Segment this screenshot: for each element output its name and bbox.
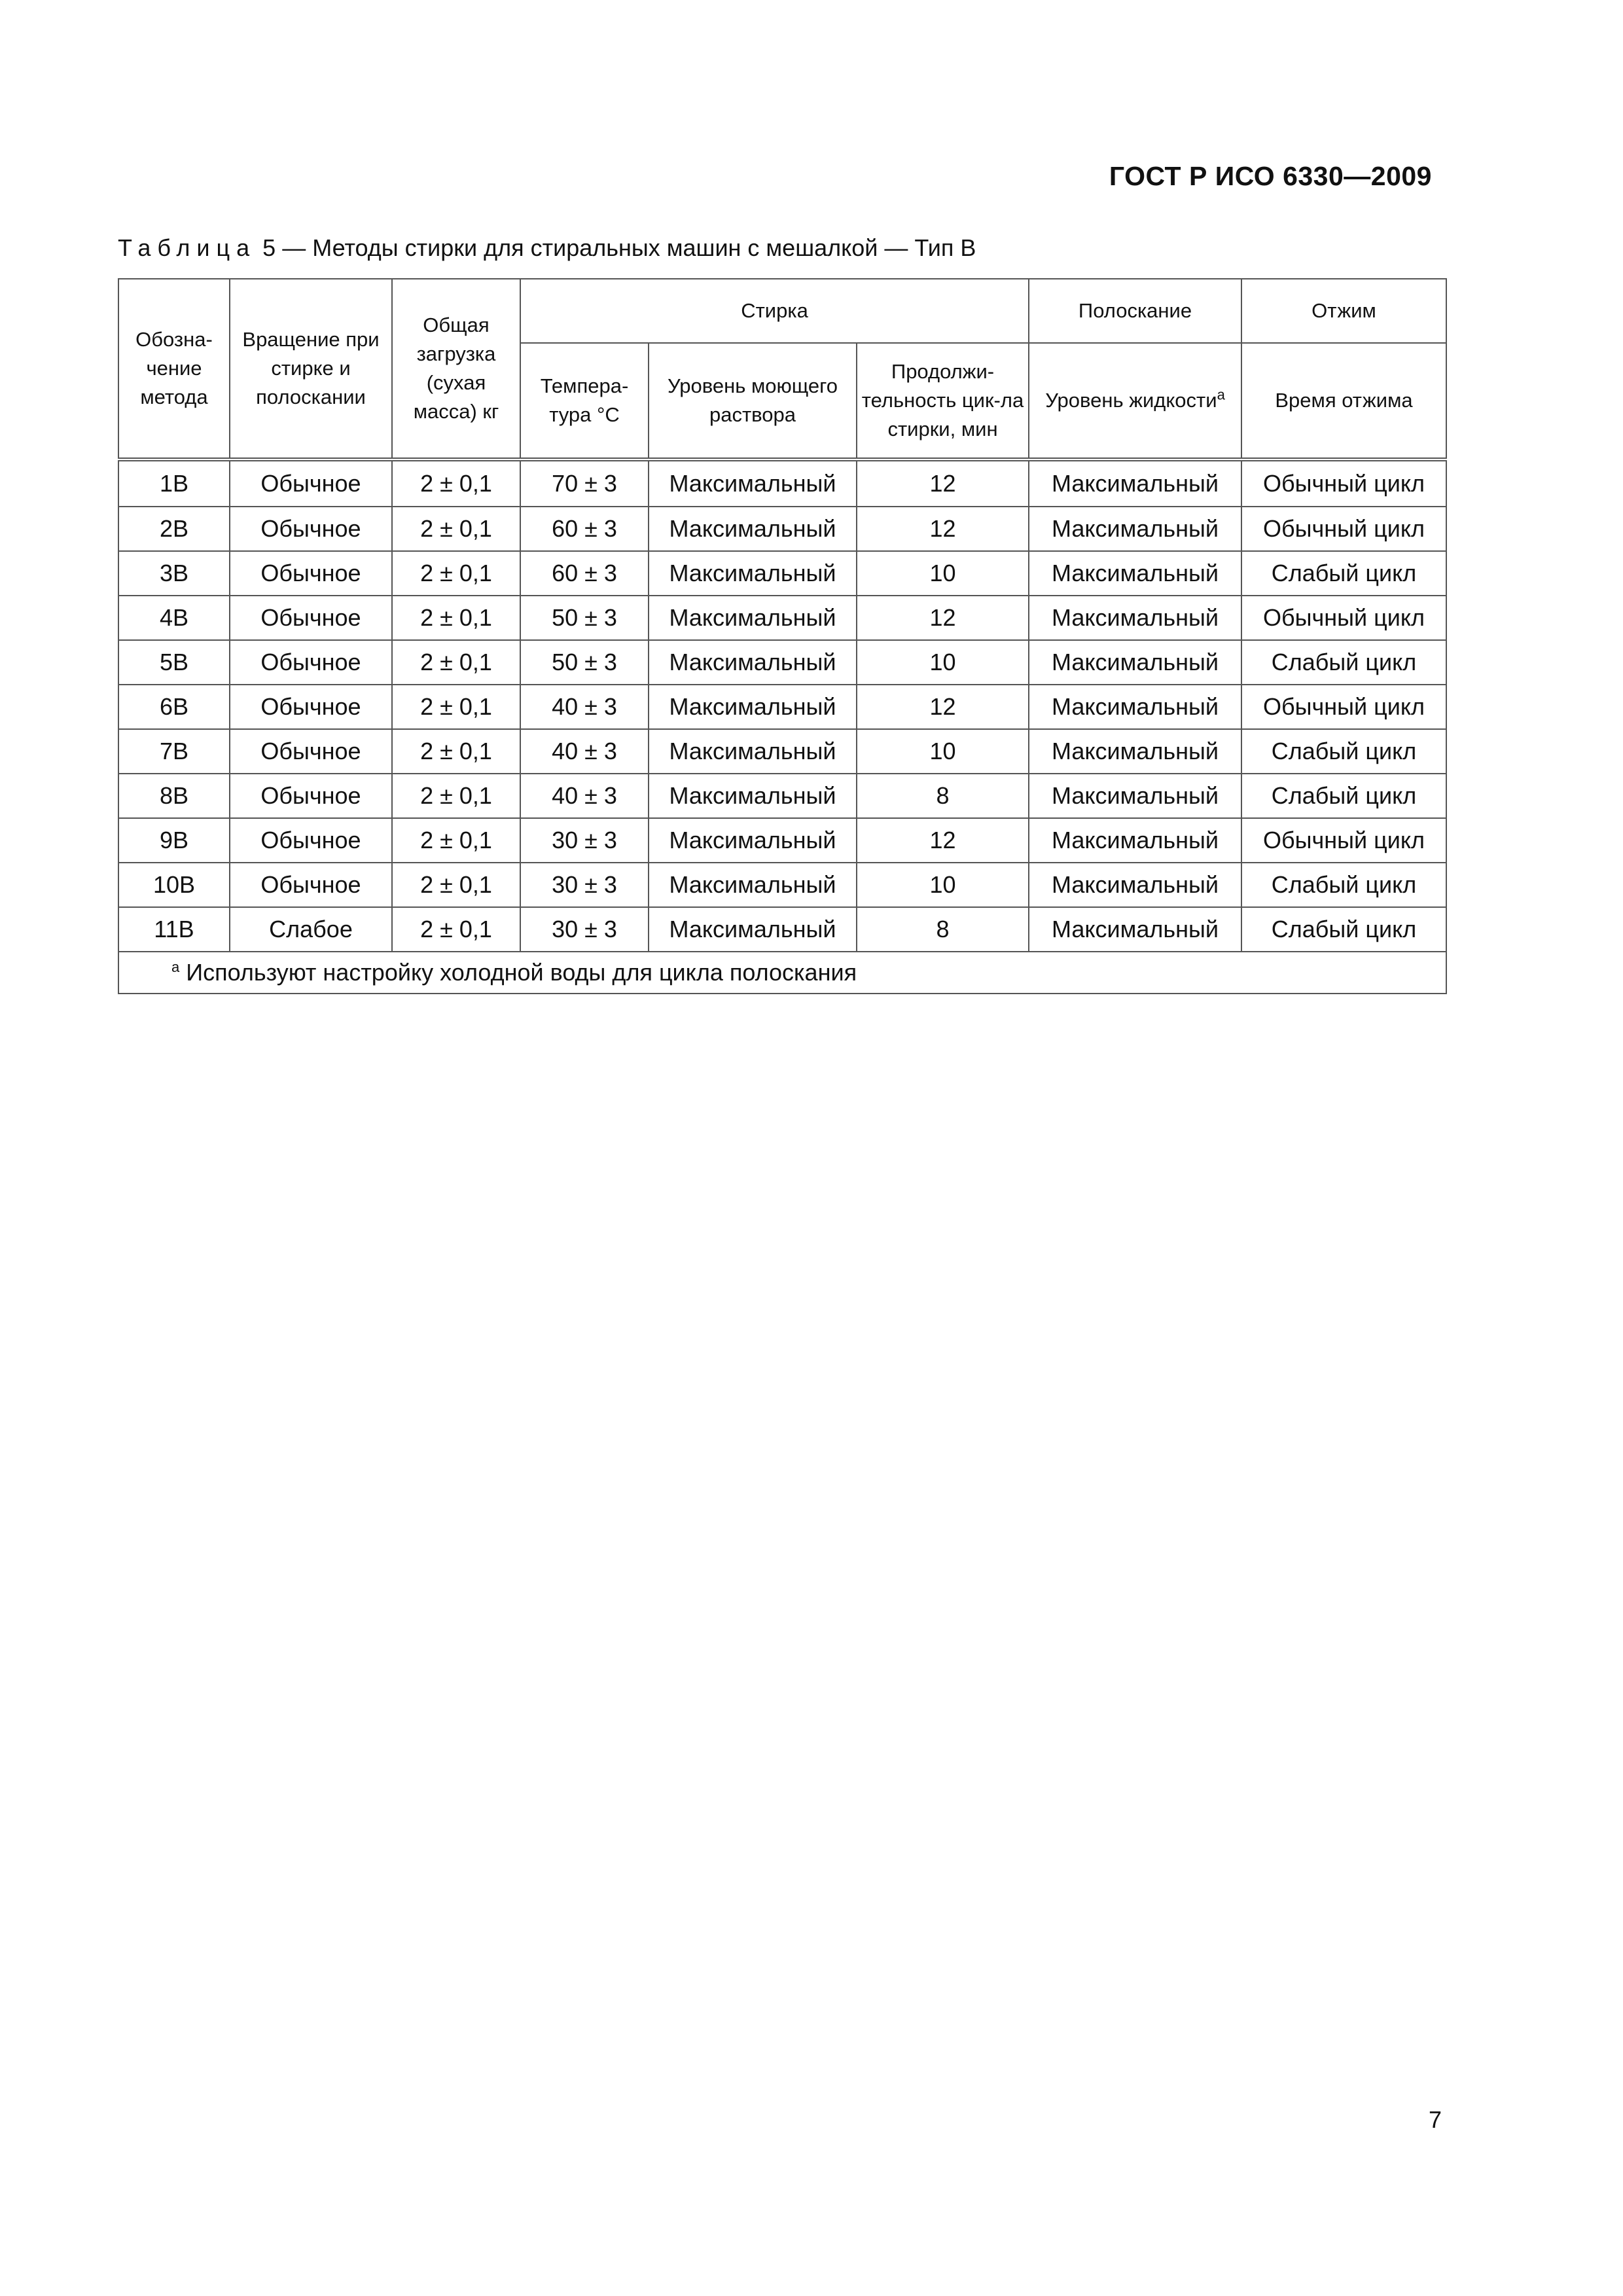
cell-agitation: Обычное (230, 729, 392, 774)
cell-spin-time: Обычный цикл (1241, 685, 1446, 729)
cell-spin-time: Обычный цикл (1241, 596, 1446, 640)
cell-load: 2 ± 0,1 (392, 863, 520, 907)
cell-spin-time: Слабый цикл (1241, 640, 1446, 685)
cell-load: 2 ± 0,1 (392, 507, 520, 551)
cell-temperature: 40 ± 3 (520, 685, 649, 729)
cell-temperature: 30 ± 3 (520, 818, 649, 863)
table-row (118, 507, 1446, 551)
cell-agitation: Обычное (230, 596, 392, 640)
cell-load: 2 ± 0,1 (392, 907, 520, 952)
cell-temperature: 50 ± 3 (520, 640, 649, 685)
cell-spin-time: Слабый цикл (1241, 907, 1446, 952)
cell-detergent-level: Максимальный (649, 907, 857, 952)
cell-detergent-level: Максимальный (649, 507, 857, 551)
cell-wash-duration: 12 (857, 818, 1029, 863)
cell-load: 2 ± 0,1 (392, 551, 520, 596)
cell-liquid-level: Максимальный (1029, 596, 1241, 640)
table-row (118, 685, 1446, 729)
cell-detergent-level: Максимальный (649, 685, 857, 729)
cell-temperature: 60 ± 3 (520, 551, 649, 596)
cell-designation: 5B (118, 640, 230, 685)
cell-spin-time: Обычный цикл (1241, 459, 1446, 507)
cell-spin-time: Слабый цикл (1241, 863, 1446, 907)
column-header-agitation: Вращение при стирке и полоскании (230, 279, 392, 459)
cell-detergent-level: Максимальный (649, 551, 857, 596)
cell-agitation: Обычное (230, 507, 392, 551)
cell-liquid-level: Максимальный (1029, 907, 1241, 952)
cell-liquid-level: Максимальный (1029, 507, 1241, 551)
cell-temperature: 60 ± 3 (520, 507, 649, 551)
cell-temperature: 70 ± 3 (520, 459, 649, 507)
cell-agitation: Обычное (230, 551, 392, 596)
table-row (118, 640, 1446, 685)
cell-designation: 8B (118, 774, 230, 818)
cell-detergent-level: Максимальный (649, 596, 857, 640)
cell-temperature: 30 ± 3 (520, 863, 649, 907)
table-row (118, 596, 1446, 640)
cell-designation: 1B (118, 459, 230, 507)
cell-load: 2 ± 0,1 (392, 459, 520, 507)
cell-temperature: 50 ± 3 (520, 596, 649, 640)
caption-title: — Методы стирки для стиральных машин с мешалкой — Тип В (282, 234, 976, 261)
cell-agitation: Обычное (230, 863, 392, 907)
cell-designation: 2B (118, 507, 230, 551)
cell-liquid-level: Максимальный (1029, 551, 1241, 596)
cell-liquid-level: Максимальный (1029, 774, 1241, 818)
cell-designation: 11B (118, 907, 230, 952)
cell-wash-duration: 10 (857, 551, 1029, 596)
cell-wash-duration: 10 (857, 640, 1029, 685)
cell-temperature: 40 ± 3 (520, 729, 649, 774)
group-header-spinning: Отжим (1241, 279, 1446, 343)
cell-spin-time: Слабый цикл (1241, 551, 1446, 596)
washing-methods-table (118, 278, 1447, 994)
group-header-rinsing: Полоскание (1029, 279, 1241, 343)
footnote-mark: a (171, 959, 180, 975)
cell-spin-time: Обычный цикл (1241, 507, 1446, 551)
cell-agitation: Обычное (230, 774, 392, 818)
cell-liquid-level: Максимальный (1029, 685, 1241, 729)
group-header-washing: Стирка (520, 279, 1029, 343)
table-footnote (118, 952, 1446, 994)
cell-agitation: Слабое (230, 907, 392, 952)
column-header-load: Общая загрузка (сухая масса) кг (392, 279, 520, 459)
cell-detergent-level: Максимальный (649, 818, 857, 863)
cell-designation: 6B (118, 685, 230, 729)
caption-number: 5 (262, 234, 276, 261)
column-header-temperature: Темпера-тура °С (520, 343, 649, 459)
cell-liquid-level: Максимальный (1029, 863, 1241, 907)
cell-liquid-level: Максимальный (1029, 818, 1241, 863)
cell-load: 2 ± 0,1 (392, 640, 520, 685)
table-row (118, 818, 1446, 863)
cell-liquid-level: Максимальный (1029, 459, 1241, 507)
cell-detergent-level: Максимальный (649, 640, 857, 685)
cell-detergent-level: Максимальный (649, 459, 857, 507)
table-row (118, 907, 1446, 952)
cell-wash-duration: 12 (857, 459, 1029, 507)
page-number: 7 (1429, 2106, 1442, 2133)
cell-detergent-level: Максимальный (649, 863, 857, 907)
cell-designation: 10B (118, 863, 230, 907)
liquid-level-label: Уровень жидкости (1045, 389, 1217, 412)
table-row (118, 459, 1446, 507)
cell-detergent-level: Максимальный (649, 729, 857, 774)
table-row (118, 863, 1446, 907)
column-header-wash-duration: Продолжи-тельность цик-ла стирки, мин (857, 343, 1029, 459)
cell-wash-duration: 8 (857, 907, 1029, 952)
table-row (118, 729, 1446, 774)
cell-load: 2 ± 0,1 (392, 774, 520, 818)
cell-spin-time: Обычный цикл (1241, 818, 1446, 863)
table-caption (118, 234, 976, 262)
cell-temperature: 40 ± 3 (520, 774, 649, 818)
footnote-row (118, 952, 1446, 994)
cell-load: 2 ± 0,1 (392, 729, 520, 774)
cell-wash-duration: 12 (857, 596, 1029, 640)
column-header-detergent-level: Уровень моющего раствора (649, 343, 857, 459)
cell-detergent-level: Максимальный (649, 774, 857, 818)
column-header-liquid-level (1029, 343, 1241, 459)
cell-designation: 9B (118, 818, 230, 863)
cell-wash-duration: 10 (857, 729, 1029, 774)
caption-label: Таблица (118, 234, 257, 261)
table-header-row-1 (118, 279, 1446, 343)
table-row (118, 551, 1446, 596)
column-header-designation: Обозна-чение метода (118, 279, 230, 459)
footnote-text: Используют настройку холодной воды для цикла полоскания (179, 959, 857, 986)
column-header-spin-time: Время отжима (1241, 343, 1446, 459)
cell-load: 2 ± 0,1 (392, 818, 520, 863)
cell-liquid-level: Максимальный (1029, 640, 1241, 685)
cell-agitation: Обычное (230, 685, 392, 729)
document-id: ГОСТ Р ИСО 6330—2009 (1109, 161, 1432, 191)
cell-wash-duration: 8 (857, 774, 1029, 818)
cell-liquid-level: Максимальный (1029, 729, 1241, 774)
cell-wash-duration: 10 (857, 863, 1029, 907)
cell-wash-duration: 12 (857, 507, 1029, 551)
cell-load: 2 ± 0,1 (392, 596, 520, 640)
cell-agitation: Обычное (230, 640, 392, 685)
cell-temperature: 30 ± 3 (520, 907, 649, 952)
cell-spin-time: Слабый цикл (1241, 774, 1446, 818)
cell-designation: 3B (118, 551, 230, 596)
table-body (118, 459, 1446, 952)
footnote-reference-mark: a (1217, 386, 1225, 403)
cell-designation: 4B (118, 596, 230, 640)
cell-agitation: Обычное (230, 818, 392, 863)
cell-load: 2 ± 0,1 (392, 685, 520, 729)
cell-agitation: Обычное (230, 459, 392, 507)
cell-spin-time: Слабый цикл (1241, 729, 1446, 774)
cell-wash-duration: 12 (857, 685, 1029, 729)
cell-designation: 7B (118, 729, 230, 774)
table-row (118, 774, 1446, 818)
